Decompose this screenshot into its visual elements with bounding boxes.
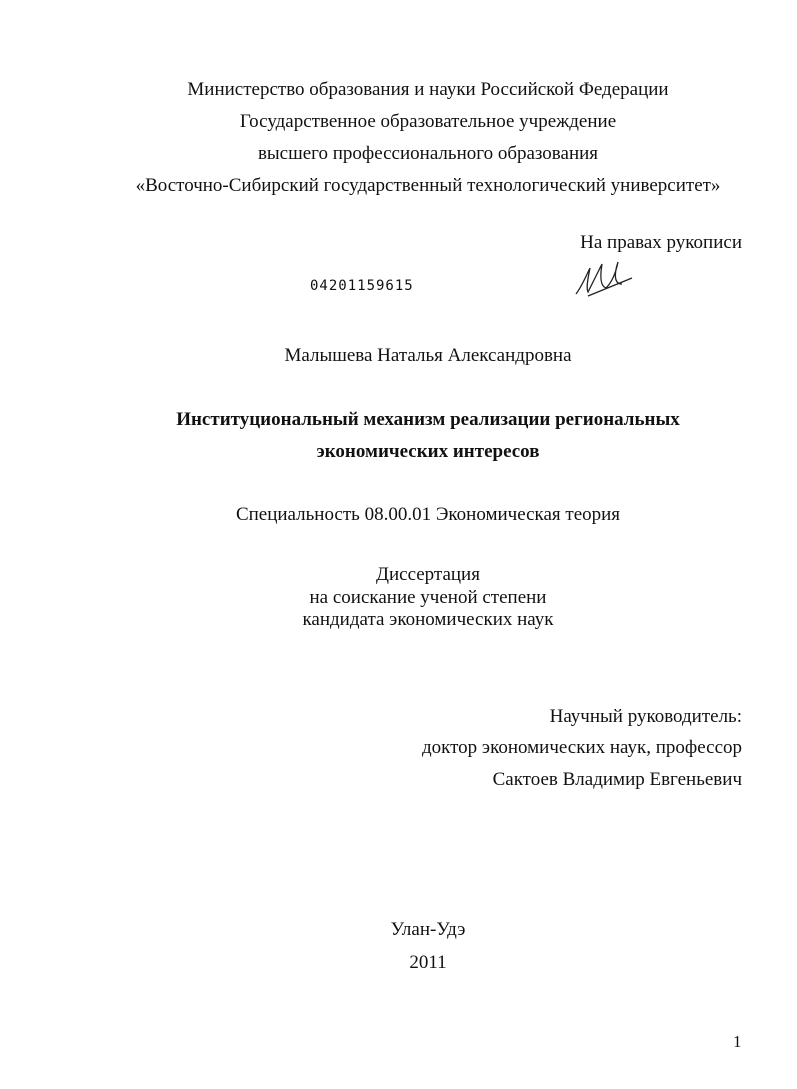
document-type: Диссертация <box>376 564 480 585</box>
university-name: «Восточно-Сибирский государственный технологический университет» <box>135 175 721 196</box>
education-level: высшего профессионального образования <box>257 143 599 164</box>
year: 2011 <box>409 952 447 973</box>
specialty: Специальность 08.00.01 Экономическая теория <box>235 504 621 525</box>
author-name: Малышева Наталья Александровна <box>284 345 572 366</box>
supervisor-name: Сактоев Владимир Евгеньевич <box>492 769 742 790</box>
manuscript-note: На правах рукописи <box>580 232 742 253</box>
institution-type: Государственное образовательное учреждение <box>239 111 617 132</box>
dissertation-title-line2: экономических интересов <box>316 441 540 462</box>
signature <box>572 258 636 300</box>
page-number: 1 <box>733 1032 742 1051</box>
degree-name: кандидата экономических наук <box>302 609 554 630</box>
degree-purpose: на соискание ученой степени <box>309 587 547 608</box>
supervisor-credentials: доктор экономических наук, профессор <box>421 737 742 758</box>
registration-number: 04201159615 <box>310 278 414 294</box>
dissertation-title-line1: Институциональный механизм реализации региональных <box>176 409 680 430</box>
city: Улан-Удэ <box>390 919 466 940</box>
ministry: Министерство образования и науки Российской Федерации <box>187 79 669 100</box>
supervisor-label: Научный руководитель: <box>549 706 742 727</box>
